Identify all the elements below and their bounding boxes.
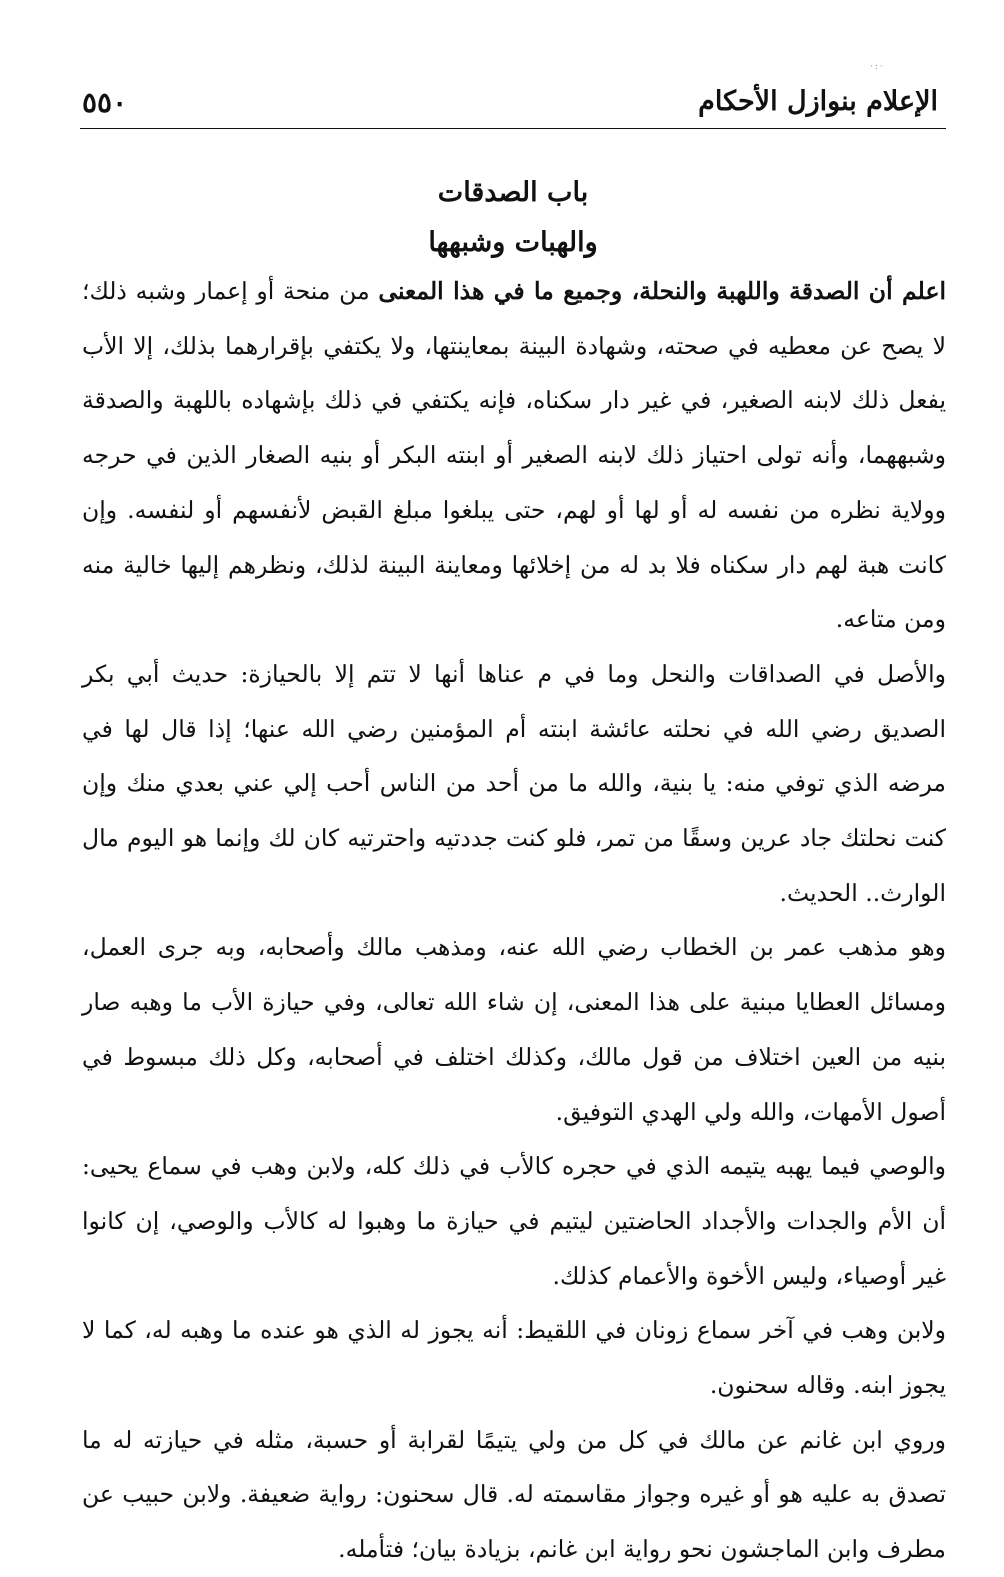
paragraph [82,264,946,647]
chapter-title-line-1: باب الصدقات [437,177,589,208]
paragraph [82,647,946,921]
paragraph [82,920,946,1139]
page-number: ٥٥٠ [82,86,128,119]
paragraph [82,1413,946,1577]
paragraph-text: ولابن وهب في آخر سماع زونان في اللقيط: أنه يجوز له الذي هو عنده ما وهبه له، كما لا يجوز ابنه. وقاله سحنون. [82,1316,946,1400]
body-text [82,264,946,1577]
paragraph-lead: اعلم أن الصدقة واللهبة والنحلة، وجميع ما في هذا المعنى [378,277,946,305]
chapter-title-line-2: والهبات وشبهها [428,227,598,258]
scan-speck: ·:· [870,62,885,72]
paragraph [82,1139,946,1303]
paragraph-text: والوصي فيما يهبه يتيمه الذي في حجره كالأب في ذلك كله، ولابن وهب في سماع يحيى: أن الأم والجدات والأجداد الحاضتين ليتيم في حيازة ما وهبوا له كالأب والوصي، إن كانوا غير أوصياء، وليس الأخوة والأعمام كذلك. [82,1152,946,1290]
running-header [78,86,946,126]
running-title: الإعلام بنوازل الأحكام [698,86,938,117]
paragraph-text: من منحة أو إعمار وشبه ذلك؛ لا يصح عن معطيه في صحته، وشهادة البينة بمعاينتها، ولا يكتفي بإقرارهما بذلك، إلا الأب يفعل ذلك لابنه الصغير، في غير دار سكناه، فإنه يكتفي في ذلك بإشهاده باللهبة والصدقة وشبههما، وأنه تولى احتياز ذلك لابنه الصغير أو ابنته البكر أو بنيه الصغار الذين في حرجه وولاية نظره من نفسه له أو لها أو لهم، حتى يبلغوا مبلغ القبض لأنفسهم أو لنفسه. وإن كانت هبة لهم دار سكناه فلا بد له من إخلائها ومعاينة البينة لذلك، ونظرهم إليها خالية منه ومن متاعه. [82,277,946,634]
paragraph [82,1303,946,1412]
paragraph-text: وروي ابن غانم عن مالك في كل من ولي يتيمًا لقرابة أو حسبة، مثله في حيازته له ما تصدق به عليه هو أو غيره وجواز مقاسمته له. قال سحنون: رواية ضعيفة. ولابن حبيب عن مطرف وابن الماجشون نحو رواية ابن غانم، بزيادة بيان؛ فتأمله. [82,1425,946,1564]
paragraph-text: والأصل في الصداقات والنحل وما في م عناها أنها لا تتم إلا بالحيازة: حديث أبي بكر الصديق رضي الله في نحلته عائشة ابنته أم المؤمنين رضي الله عنها؛ إذا قال لها في مرضه الذي توفي منه: يا بنية، والله ما من أحد من الناس أحب إلي عني بعدي منك وإن كنت نحلتك جاد عرين وسقًا من تمر، فلو كنت جددتيه واحترتيه كان لك وإنما هو اليوم مال الوارث.. الحديث. [82,659,946,907]
chapter-heading [80,168,946,268]
paragraph-text: وهو مذهب عمر بن الخطاب رضي الله عنه، ومذهب مالك وأصحابه، وبه جرى العمل، ومسائل العطايا مبنية على هذا المعنى، إن شاء الله تعالى، وفي حيازة الأب ما وهبه صار بنيه من العين اختلاف من قول مالك، وكذلك اختلف في أصحابه، وكل ذلك مبسوط في أصول الأمهات، والله ولي الهدي التوفيق. [82,933,946,1126]
header-rule [80,128,946,129]
